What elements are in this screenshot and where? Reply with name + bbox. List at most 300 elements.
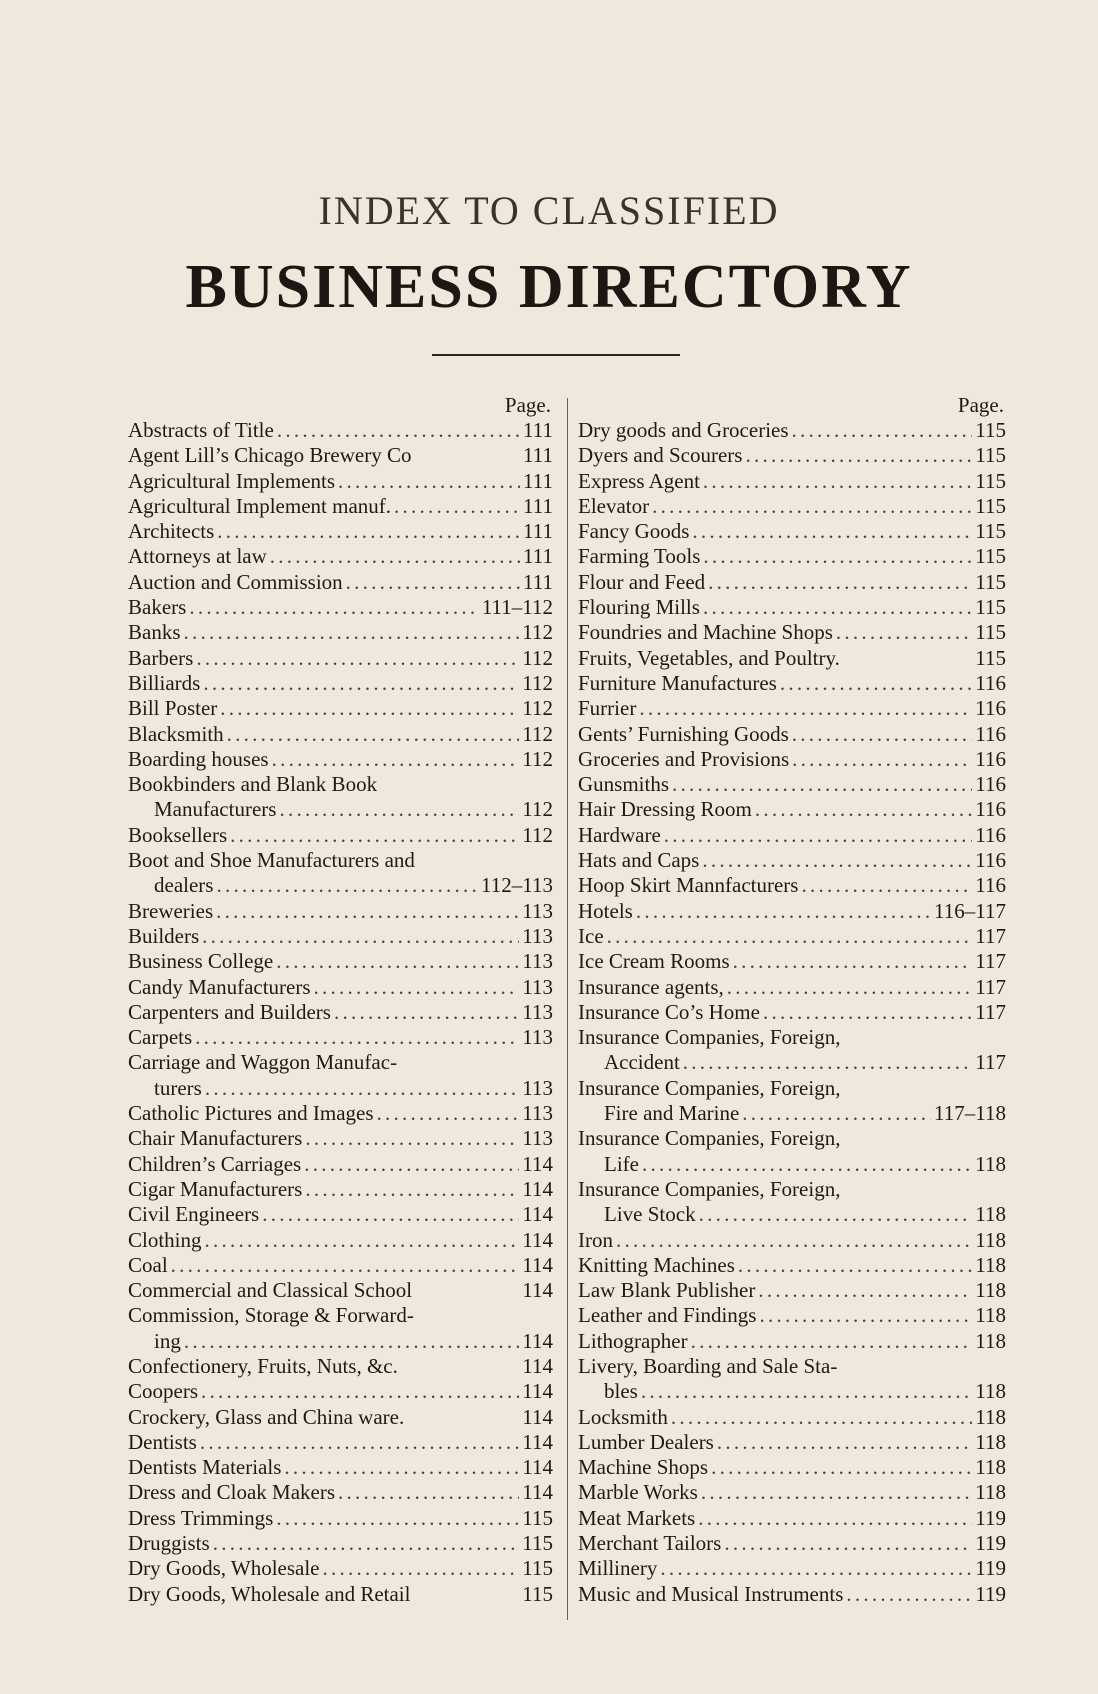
entry-label: Catholic Pictures and Images (128, 1101, 374, 1126)
dot-leader (672, 772, 972, 797)
entry-label: Chair Manufacturers (128, 1126, 303, 1151)
entry-page-number: 114 (522, 1252, 553, 1277)
entry-label: Cigar Manufacturers (128, 1176, 303, 1201)
entry-label: Insurance Companies, Foreign, (578, 1075, 841, 1100)
entry-page-number: 118 (975, 1455, 1006, 1480)
dot-leader (607, 924, 973, 949)
entry-page-number: 115 (975, 544, 1006, 569)
entry-page-number: 114 (522, 1379, 553, 1404)
entry-label: Insurance Companies, Foreign, (578, 1126, 841, 1151)
entry-page-number: 113 (522, 1075, 553, 1100)
entry-label: turers (154, 1075, 202, 1100)
entry-label: Commercial and Classical School (128, 1278, 413, 1303)
entry-page-number: 112 (522, 721, 553, 746)
entry-label: Agent Lill’s Chicago Brewery Co (128, 443, 412, 468)
left-page-header: Page. (504, 393, 551, 417)
dot-leader (758, 1278, 972, 1303)
entry-label: Hardware (578, 822, 661, 847)
entry-label: Knitting Machines (578, 1252, 735, 1277)
index-entry (578, 443, 1008, 468)
entry-label: Iron (578, 1227, 613, 1252)
dot-leader (711, 1455, 972, 1480)
column-divider (567, 398, 568, 1620)
entry-label: Livery, Boarding and Sale Sta- (578, 1353, 838, 1378)
entry-label: Coal (128, 1252, 168, 1277)
entry-page-number: 118 (975, 1303, 1006, 1328)
index-entry (128, 570, 555, 595)
dot-leader (270, 544, 520, 569)
dot-leader (616, 1228, 972, 1253)
dot-leader (220, 696, 519, 721)
entry-label: Groceries and Provisions (578, 746, 790, 771)
dot-leader (780, 671, 972, 696)
index-entry (128, 722, 555, 747)
dot-leader (276, 1506, 519, 1531)
dot-leader (801, 873, 972, 898)
index-entry (128, 671, 555, 696)
entry-label: Insurance Companies, Foreign, (578, 1025, 841, 1050)
entry-label: Ice Cream Rooms (578, 949, 730, 974)
dot-leader (691, 1329, 973, 1354)
entry-page-number: 119 (975, 1556, 1006, 1581)
entry-page-number: 113 (522, 1126, 553, 1151)
dot-leader (733, 949, 973, 974)
entry-page-number: 111 (523, 443, 553, 468)
index-entry (128, 1000, 555, 1025)
index-entry (128, 1303, 555, 1328)
dot-leader (216, 899, 519, 924)
dot-leader (323, 1556, 520, 1581)
index-entry (578, 1253, 1008, 1278)
index-entry (128, 1405, 555, 1430)
dot-leader (683, 1050, 972, 1075)
dot-leader (277, 418, 520, 443)
dot-leader (171, 1253, 520, 1278)
entry-page-number: 112 (522, 746, 553, 771)
dot-leader (759, 1303, 972, 1328)
index-entry (578, 1278, 1008, 1303)
index-entry (578, 949, 1008, 974)
index-entry (128, 1228, 555, 1253)
dot-leader (305, 1177, 519, 1202)
index-entry (128, 1582, 555, 1607)
dot-leader (205, 1076, 519, 1101)
dot-leader (305, 1126, 519, 1151)
entry-page-number: 116 (975, 772, 1006, 797)
entry-label: Dentists (128, 1429, 197, 1454)
entry-page-number: 114 (522, 1404, 553, 1429)
entry-page-number: 114 (522, 1353, 553, 1378)
index-entry (128, 1025, 555, 1050)
dot-leader (205, 1228, 520, 1253)
index-entry (128, 1480, 555, 1505)
dot-leader (692, 519, 972, 544)
entry-page-number: 111 (523, 569, 553, 594)
entry-page-number: 115 (975, 418, 1006, 442)
entry-label: Abstracts of Title (128, 418, 274, 442)
left-column (128, 392, 555, 1607)
index-entry (128, 1152, 555, 1177)
entry-label: Banks (128, 620, 181, 645)
dot-leader (346, 570, 520, 595)
dot-leader (213, 1531, 520, 1556)
entry-page-number: 111 (523, 493, 553, 518)
entry-page-number: 113 (522, 1101, 553, 1126)
index-entry (128, 1101, 555, 1126)
entry-label: Insurance agents, (578, 974, 724, 999)
entry-label: Leather and Findings (578, 1303, 757, 1328)
entry-label: Live Stock (604, 1202, 696, 1227)
index-entry (578, 1506, 1008, 1531)
index-entry (578, 1303, 1008, 1328)
entry-label: Billiards (128, 670, 201, 695)
entry-page-number: 115 (975, 620, 1006, 645)
entry-page-number: 118 (975, 1379, 1006, 1404)
dot-leader (836, 620, 972, 645)
index-entry (128, 1430, 555, 1455)
title-rule (432, 354, 680, 356)
dot-leader (703, 595, 972, 620)
title-line-2: BUSINESS DIRECTORY (185, 253, 913, 321)
dot-leader (792, 747, 972, 772)
dot-leader (703, 544, 972, 569)
entry-page-number: 111 (523, 468, 553, 493)
dot-leader (184, 620, 520, 645)
dot-leader (304, 1152, 519, 1177)
dot-leader (334, 1000, 519, 1025)
entry-page-number: 117 (975, 1050, 1006, 1075)
index-entry (128, 1202, 555, 1227)
entry-label: Agricultural Implement manuf. (128, 493, 392, 518)
entry-label: Breweries (128, 898, 214, 923)
index-entry (128, 1278, 555, 1303)
dot-leader (200, 1430, 519, 1455)
index-entry (578, 1228, 1008, 1253)
dot-leader (792, 418, 973, 443)
entry-page-number: 116 (975, 848, 1006, 873)
entry-label: Flouring Mills (578, 595, 700, 620)
entry-label: Hoop Skirt Mannfacturers (578, 873, 799, 898)
entry-label: Hotels (578, 898, 633, 923)
entry-page-number: 116 (975, 746, 1006, 771)
index-entry (128, 1531, 555, 1556)
dot-leader (202, 924, 519, 949)
entry-label: Boarding houses (128, 746, 269, 771)
entry-page-number: 115 (975, 519, 1006, 544)
index-entry (578, 1177, 1008, 1202)
entry-label: Business College (128, 949, 274, 974)
entry-page-number: 113 (522, 1025, 553, 1050)
entry-page-number: 117 (975, 999, 1006, 1024)
index-entry (578, 899, 1008, 924)
entry-page-number: 115 (522, 1505, 553, 1530)
entry-label: Manufacturers (154, 797, 277, 822)
entry-label: Fancy Goods (578, 519, 690, 544)
entry-page-number: 115 (975, 595, 1006, 620)
index-entry (578, 1379, 1008, 1404)
index-entry (578, 1455, 1008, 1480)
right-page-header: Page. (957, 393, 1004, 417)
index-entry (128, 772, 555, 797)
dot-leader (755, 797, 972, 822)
entry-label: Farming Tools (578, 544, 701, 569)
index-entry (128, 747, 555, 772)
entry-label: Express Agent (578, 468, 700, 493)
entry-label: Crockery, Glass and China ware. (128, 1404, 405, 1429)
entry-page-number: 117 (975, 974, 1006, 999)
index-entry (128, 469, 555, 494)
index-entry (128, 1329, 555, 1354)
dot-leader (338, 1480, 519, 1505)
entry-label: Insurance Co’s Home (578, 999, 760, 1024)
index-entry (578, 1430, 1008, 1455)
entry-page-number: 116 (975, 797, 1006, 822)
index-entry (128, 975, 555, 1000)
entry-page-number: 116 (975, 822, 1006, 847)
index-entry (128, 1253, 555, 1278)
index-entry (578, 544, 1008, 569)
entry-page-number: 118 (975, 1202, 1006, 1227)
index-entry (578, 1126, 1008, 1151)
entry-label: Druggists (128, 1531, 210, 1556)
dot-leader (279, 797, 519, 822)
index-entry (128, 1126, 555, 1151)
index-entry (128, 823, 555, 848)
entry-page-number: 111 (523, 418, 553, 442)
entry-label: Insurance Companies, Foreign, (578, 1176, 841, 1201)
index-entry (578, 469, 1008, 494)
dot-leader (338, 469, 520, 494)
index-entry (578, 1000, 1008, 1025)
dot-leader (217, 519, 520, 544)
dot-leader (652, 494, 972, 519)
dot-leader (701, 1480, 972, 1505)
entry-page-number: 115 (522, 1581, 553, 1606)
entry-label: dealers (154, 873, 214, 898)
dot-leader (314, 975, 520, 1000)
dot-leader (227, 722, 520, 747)
entry-page-number: 115 (975, 443, 1006, 468)
entry-page-number: 113 (522, 949, 553, 974)
dot-leader (272, 747, 520, 772)
index-entry (128, 519, 555, 544)
dot-leader (196, 646, 519, 671)
index-entry (578, 873, 1008, 898)
dot-leader (636, 899, 931, 924)
entry-page-number: 112 (522, 620, 553, 645)
index-entry (128, 418, 555, 443)
entry-page-number: 119 (975, 1505, 1006, 1530)
entry-label: Commission, Storage & Forward- (128, 1303, 414, 1328)
dot-leader (698, 1506, 972, 1531)
entry-label: Dry Goods, Wholesale (128, 1556, 320, 1581)
index-entry (578, 1329, 1008, 1354)
dot-leader (660, 1556, 972, 1581)
entry-page-number: 114 (522, 1278, 553, 1303)
entry-label: Dry Goods, Wholesale and Retail (128, 1581, 411, 1606)
index-entry (128, 1379, 555, 1404)
entry-label: Fruits, Vegetables, and Poultry. (578, 645, 840, 670)
entry-page-number: 114 (522, 1176, 553, 1201)
dot-leader (708, 570, 972, 595)
entry-page-number: 116 (975, 721, 1006, 746)
entry-label: Carpets (128, 1025, 193, 1050)
entry-page-number: 119 (975, 1531, 1006, 1556)
entry-label: Furrier (578, 696, 637, 721)
entry-label: Dentists Materials (128, 1455, 282, 1480)
entry-page-number: 115 (975, 468, 1006, 493)
entry-page-number: 112 (522, 670, 553, 695)
entry-label: Coopers (128, 1379, 198, 1404)
index-entry (128, 595, 555, 620)
dot-leader (702, 848, 972, 873)
index-entry (578, 1405, 1008, 1430)
entry-page-number: 111 (523, 544, 553, 569)
entry-label: Dress Trimmings (128, 1505, 274, 1530)
index-entry (128, 1076, 555, 1101)
entry-label: Flour and Feed (578, 569, 706, 594)
entry-page-number: 114 (522, 1429, 553, 1454)
dot-leader (284, 1455, 519, 1480)
index-entry (578, 1556, 1008, 1581)
entry-label: Gunsmiths (578, 772, 670, 797)
index-entry (128, 797, 555, 822)
dot-leader (742, 1101, 931, 1126)
entry-page-number: 113 (522, 923, 553, 948)
dot-leader (276, 949, 519, 974)
dot-leader (201, 1379, 519, 1404)
entry-page-number: 115 (522, 1556, 553, 1581)
entry-page-number: 118 (975, 1404, 1006, 1429)
dot-leader (394, 494, 520, 519)
entry-page-number: 112–113 (481, 873, 553, 898)
entry-label: Dyers and Scourers (578, 443, 743, 468)
entry-label: Life (604, 1151, 639, 1176)
dot-leader (738, 1253, 972, 1278)
entry-label: Dry goods and Groceries (578, 418, 789, 442)
entry-label: Architects (128, 519, 215, 544)
entry-page-number: 112 (522, 822, 553, 847)
entry-page-number: 111–112 (481, 595, 553, 620)
dot-leader (724, 1531, 972, 1556)
entry-label: Confectionery, Fruits, Nuts, &c. (128, 1353, 398, 1378)
entry-page-number: 115 (522, 1531, 553, 1556)
index-entry (578, 1480, 1008, 1505)
index-entry (578, 1025, 1008, 1050)
index-entry (128, 1177, 555, 1202)
entry-label: Candy Manufacturers (128, 974, 311, 999)
index-entry (128, 1354, 555, 1379)
entry-page-number: 117 (975, 949, 1006, 974)
entry-label: Foundries and Machine Shops (578, 620, 833, 645)
entry-page-number: 118 (975, 1429, 1006, 1454)
entry-page-number: 117 (975, 923, 1006, 948)
entry-label: Clothing (128, 1227, 202, 1252)
right-column (578, 392, 1008, 1607)
index-entry (578, 494, 1008, 519)
entry-page-number: 118 (975, 1227, 1006, 1252)
entry-page-number: 113 (522, 999, 553, 1024)
entry-page-number: 116 (975, 670, 1006, 695)
entry-label: Lithographer (578, 1328, 688, 1353)
entry-page-number: 114 (522, 1480, 553, 1505)
entry-page-number: 119 (975, 1581, 1006, 1606)
index-entry (128, 899, 555, 924)
index-entry (578, 1202, 1008, 1227)
entry-label: Bookbinders and Blank Book (128, 772, 378, 797)
entry-label: bles (604, 1379, 638, 1404)
entry-label: Attorneys at law (128, 544, 267, 569)
entry-page-number: 111 (523, 519, 553, 544)
dot-leader (641, 1379, 972, 1404)
entry-label: Bakers (128, 595, 187, 620)
index-entry (128, 1556, 555, 1581)
index-entry (578, 924, 1008, 949)
dot-leader (639, 696, 972, 721)
index-entry (128, 696, 555, 721)
entry-label: Carpenters and Builders (128, 999, 331, 1024)
entry-label: Machine Shops (578, 1455, 709, 1480)
entry-label: Boot and Shoe Manufacturers and (128, 848, 415, 873)
entry-label: Children’s Carriages (128, 1151, 302, 1176)
entry-page-number: 118 (975, 1328, 1006, 1353)
dot-leader (846, 1582, 972, 1607)
entry-label: Furniture Manufactures (578, 670, 777, 695)
index-entry (578, 418, 1008, 443)
index-entry (578, 620, 1008, 645)
index-entry (128, 1455, 555, 1480)
entry-label: Barbers (128, 645, 194, 670)
entry-label: Millinery (578, 1556, 658, 1581)
index-entry (578, 1152, 1008, 1177)
dot-leader (745, 443, 972, 468)
entry-label: Carriage and Waggon Manufac- (128, 1050, 398, 1075)
entry-page-number: 116–117 (934, 898, 1006, 923)
entry-page-number: 115 (975, 493, 1006, 518)
entry-label: Accident (604, 1050, 680, 1075)
dot-leader (703, 469, 972, 494)
entry-page-number: 112 (522, 645, 553, 670)
entry-page-number: 112 (522, 797, 553, 822)
index-entry (578, 848, 1008, 873)
entry-page-number: 113 (522, 898, 553, 923)
entry-label: Hats and Caps (578, 848, 700, 873)
index-entry (128, 443, 555, 468)
index-entry (578, 747, 1008, 772)
entry-page-number: 116 (975, 696, 1006, 721)
index-entry (578, 646, 1008, 671)
dot-leader (377, 1101, 520, 1126)
left-entry-list (128, 418, 555, 1607)
dot-leader (727, 975, 972, 1000)
dot-leader (230, 823, 519, 848)
index-entry (128, 924, 555, 949)
index-entry (578, 570, 1008, 595)
index-entry (578, 1531, 1008, 1556)
entry-label: Meat Markets (578, 1505, 696, 1530)
index-entry (128, 544, 555, 569)
entry-label: Auction and Commission (128, 569, 343, 594)
index-entry (578, 696, 1008, 721)
index-entry (128, 646, 555, 671)
entry-label: Gents’ Furnishing Goods (578, 721, 789, 746)
entry-label: Merchant Tailors (578, 1531, 722, 1556)
index-entry (128, 873, 555, 898)
dot-leader (216, 873, 478, 898)
title-line-1: INDEX TO CLASSIFIED (318, 188, 780, 233)
entry-page-number: 118 (975, 1480, 1006, 1505)
index-entry (128, 1050, 555, 1075)
